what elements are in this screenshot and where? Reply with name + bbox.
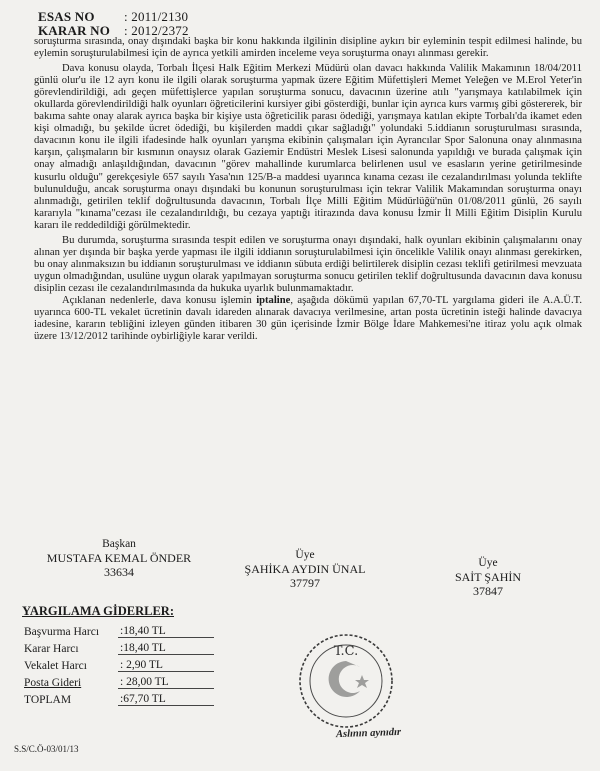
certified-copy-stamp: Aslının aynıdır (335, 726, 402, 741)
cost-value: : 2,90 TL (118, 655, 214, 672)
cost-label: Başvurma Harcı (24, 625, 100, 638)
cost-value: : 28,00 TL (118, 672, 214, 689)
seal-icon (296, 631, 396, 731)
seal-text: T.C. (333, 644, 359, 659)
paragraph-assessment: Bu durumda, soruşturma sırasında tespit edilen ve soruşturma onayı dışındaki, halk oyunları ekibinin çalışmalarını onay alınan yer dışında bir başka yerde yapması ile ilgili iddianın soruşturulabilmesi için öncelikle Valilik onayı alınması gerekirken, bu onay alınmaksızın bu iddianın soruşturulması ve iddianın sübuta erdiği belirtilerek disiplin cezası teklifi getirilmesi mevzuata uygun olmadığından, usulüne uygun olarak yapılmayan soruşturma sonucu getirilen teklif doğrultusunda davacının dava konusu disiplin cezası ile cezalandırılmasında da hukuka uyarlık bulunmamaktadır. (34, 234, 582, 294)
table-row (22, 655, 214, 672)
signatory-number: 37797 (290, 576, 320, 590)
signatory-member-1 (220, 548, 390, 590)
table-row (22, 638, 214, 655)
table-row (22, 672, 214, 689)
court-costs-title: YARGILAMA GİDERLER: (22, 604, 174, 618)
footer-code: S.S/C.Ö-03/01/13 (14, 744, 79, 754)
court-costs (22, 604, 214, 706)
signatory-role: Üye (295, 549, 315, 561)
cost-value: :18,40 TL (118, 621, 214, 638)
signatory-member-2 (418, 556, 558, 598)
signatory-role: Başkan (102, 538, 136, 550)
cost-total-value: :67,70 TL (118, 689, 214, 706)
signatory-name: SAİT ŞAHİN (454, 570, 522, 584)
verdict-text-after: , aşağıda dökümü yapılan 67,70-TL yargılama gideri ile A.A.Ü.T. uyarınca 600-TL vekalet ücretinin davalı idareden alınarak davacıya verilmesine, artan posta ücretinin isteği halinde davacıya iadesine, kararın tebliğini izleyen günden itibaren 30 gün içerisinde İzmir Bölge İdare Mahkemesi'ne itiraz yolu açık olmak üzere 13/12/2012 tarihinde oybirliğiyle karar verildi. (34, 294, 582, 343)
verdict-annulment: iptaline (256, 294, 291, 306)
decision-number-value: : 2012/2372 (124, 23, 189, 38)
case-number-value: : 2011/2130 (124, 9, 189, 24)
cost-label: Karar Harcı (24, 642, 79, 655)
cost-label: Posta Gideri (24, 676, 82, 689)
paragraph-verdict (34, 295, 582, 343)
signatory-role: Üye (478, 557, 498, 569)
decision-number-label: KARAR NO (38, 23, 111, 38)
verdict-text-before: Açıklanan nedenlerle, dava konusu işlemin (62, 294, 257, 306)
cost-label: Vekalet Harcı (24, 659, 87, 672)
signatory-number: 33634 (104, 565, 134, 579)
case-number-label: ESAS NO (38, 9, 95, 24)
decision-body (34, 36, 582, 343)
paragraph-facts: Dava konusu olayda, Torbalı İlçesi Halk Eğitim Merkezi Müdürü olan davacı hakkında Valilik Makamının 18/04/2011 günlü olur'u ile 12 ayrı konu ile ilgili olarak soruşturma yapmak üzere Eğitim Müfettişleri Memet Yeleğen ve M.Erol Yeter'in görevlendirildiği, adı geçen müfettişlerce yapılan soruşturma sonucu, davacının üzerine atılı "yarışmaya katılabilmek için okullarda görevlendirildiği halk oyunları öğreticilerini kursiyer gibi gösterdiği, bunlar için ayrıca kurs varmış gibi göstererek, bir bakıma sahte onay alarak ayrıca başka bir kişiye usta öğreticilik parası ödediği, yarışmaya katılan ekipte Torbalı'da ikamet eden kişi olmadığı, bu şekilde ücret ödediği, bu kişilerden maddi çıkar sağladığı" yolundaki 5.iddianın soruşturulması sırasında, davacının konu ile ilgili ifadesinde halk oyunları yarışma ekibinin çalışmaları için Ayrancılar Spor Salonuna onay alınmasına karşın, çalışmaların bir kısmının onaysız olarak Gaziemir Endüstri Meslek Lisesi salonunda yapıldığı ve burada çalışmak için onay almadığı anlaşıldığından, davacının "görev mahallinde kurumlarca belirlenen usul ve esasların yerine getirilmesinde kusurlu olduğu" gerekçesiyle 657 sayılı Yasa'nın 125/B-a maddesi uyarınca kınama cezası ile cezalandırılması yolunda teklifte bulunulduğu, ancak soruşturma onayı dışındaki bu konunun soruşturulması için tekrar Valilik Makamından soruşturma onayı alınmadığı, getirilen teklif doğrultusunda davacının, Torbalı İlçe Milli Eğitim Müdürlüğü'nün 01/08/2011 günlü, 26 sayılı kararıyla "kınama"cezası ile cezalandırıldığı, bu cezaya yaptığı itirazında dava konusu İzmir İl Milli Eğitim Disiplin Kurulu kararı ile reddedildiği görülmektedir. (34, 63, 582, 231)
table-row (22, 621, 214, 638)
court-costs-table (22, 621, 214, 706)
court-seal (296, 631, 396, 736)
paragraph-intro: soruşturma sırasında, onay dışındaki başka bir konu hakkında ilgilinin disipline aykırı bir eyleminin tespit edilmesi halinde, bu eylemin soruşturulabilmesi için de ayrıca yetkili amirden inceleme veya soruşturma onayı alınması gerekir. (34, 36, 582, 60)
signatory-number: 37847 (473, 584, 503, 598)
signatory-name: MUSTAFA KEMAL ÖNDER (46, 551, 192, 565)
table-row-total (22, 689, 214, 706)
cost-total-label: TOPLAM (24, 693, 72, 706)
signatory-president (34, 537, 204, 579)
cost-value: :18,40 TL (118, 638, 214, 655)
signatory-name: ŞAHİKA AYDIN ÜNAL (244, 562, 366, 576)
